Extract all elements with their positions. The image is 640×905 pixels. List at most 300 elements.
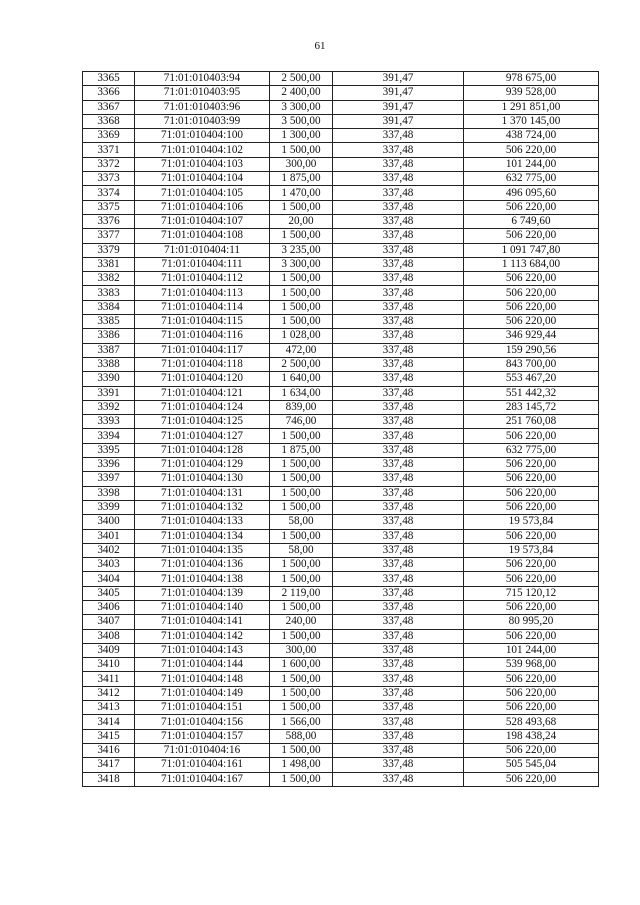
specific-value-cell: 337,48 bbox=[333, 686, 464, 700]
row-number-cell: 3375 bbox=[83, 200, 135, 214]
row-number-cell: 3416 bbox=[83, 743, 135, 757]
area-cell: 58,00 bbox=[270, 543, 333, 557]
area-cell: 1 500,00 bbox=[270, 772, 333, 786]
table-row bbox=[83, 100, 599, 114]
cadastral-value-cell: 506 220,00 bbox=[464, 229, 599, 243]
specific-value-cell: 337,48 bbox=[333, 515, 464, 529]
specific-value-cell: 337,48 bbox=[333, 615, 464, 629]
row-number-cell: 3365 bbox=[83, 72, 135, 86]
area-cell: 1 500,00 bbox=[270, 315, 333, 329]
cadastral-value-cell: 496 095,60 bbox=[464, 186, 599, 200]
specific-value-cell: 337,48 bbox=[333, 300, 464, 314]
cadastral-value-cell: 1 370 145,00 bbox=[464, 114, 599, 128]
specific-value-cell: 337,48 bbox=[333, 529, 464, 543]
specific-value-cell: 337,48 bbox=[333, 701, 464, 715]
area-cell: 1 640,00 bbox=[270, 372, 333, 386]
row-number-cell: 3377 bbox=[83, 229, 135, 243]
table-row bbox=[83, 743, 599, 757]
area-cell: 1 566,00 bbox=[270, 715, 333, 729]
area-cell: 1 500,00 bbox=[270, 486, 333, 500]
table-row bbox=[83, 143, 599, 157]
cadastral-value-cell: 505 545,04 bbox=[464, 758, 599, 772]
cadastral-number-cell: 71:01:010404:133 bbox=[135, 515, 270, 529]
cadastral-value-cell: 346 929,44 bbox=[464, 329, 599, 343]
cadastral-number-cell: 71:01:010404:130 bbox=[135, 472, 270, 486]
table-row bbox=[83, 429, 599, 443]
cadastral-number-cell: 71:01:010404:144 bbox=[135, 658, 270, 672]
row-number-cell: 3367 bbox=[83, 100, 135, 114]
row-number-cell: 3411 bbox=[83, 672, 135, 686]
table-row bbox=[83, 629, 599, 643]
cadastral-value-cell: 506 220,00 bbox=[464, 672, 599, 686]
row-number-cell: 3400 bbox=[83, 515, 135, 529]
specific-value-cell: 337,48 bbox=[333, 386, 464, 400]
cadastral-number-cell: 71:01:010404:116 bbox=[135, 329, 270, 343]
cadastral-value-cell: 506 220,00 bbox=[464, 629, 599, 643]
cadastral-value-cell: 506 220,00 bbox=[464, 600, 599, 614]
cadastral-number-cell: 71:01:010404:138 bbox=[135, 572, 270, 586]
row-number-cell: 3390 bbox=[83, 372, 135, 386]
table-row bbox=[83, 543, 599, 557]
cadastral-number-cell: 71:01:010404:114 bbox=[135, 300, 270, 314]
area-cell: 20,00 bbox=[270, 214, 333, 228]
area-cell: 1 500,00 bbox=[270, 300, 333, 314]
cadastral-number-cell: 71:01:010404:16 bbox=[135, 743, 270, 757]
table-row bbox=[83, 214, 599, 228]
row-number-cell: 3403 bbox=[83, 558, 135, 572]
specific-value-cell: 337,48 bbox=[333, 400, 464, 414]
cadastral-value-cell: 978 675,00 bbox=[464, 72, 599, 86]
row-number-cell: 3381 bbox=[83, 257, 135, 271]
area-cell: 1 498,00 bbox=[270, 758, 333, 772]
specific-value-cell: 337,48 bbox=[333, 200, 464, 214]
specific-value-cell: 337,48 bbox=[333, 415, 464, 429]
table-row bbox=[83, 572, 599, 586]
cadastral-value-cell: 506 220,00 bbox=[464, 300, 599, 314]
area-cell: 1 500,00 bbox=[270, 558, 333, 572]
table-row bbox=[83, 72, 599, 86]
row-number-cell: 3373 bbox=[83, 172, 135, 186]
cadastral-value-cell: 1 291 851,00 bbox=[464, 100, 599, 114]
specific-value-cell: 337,48 bbox=[333, 586, 464, 600]
cadastral-value-cell: 506 220,00 bbox=[464, 500, 599, 514]
row-number-cell: 3393 bbox=[83, 415, 135, 429]
cadastral-number-cell: 71:01:010404:125 bbox=[135, 415, 270, 429]
area-cell: 472,00 bbox=[270, 343, 333, 357]
cadastral-number-cell: 71:01:010403:96 bbox=[135, 100, 270, 114]
specific-value-cell: 337,48 bbox=[333, 243, 464, 257]
specific-value-cell: 337,48 bbox=[333, 443, 464, 457]
specific-value-cell: 337,48 bbox=[333, 172, 464, 186]
cadastral-number-cell: 71:01:010404:132 bbox=[135, 500, 270, 514]
cadastral-value-cell: 506 220,00 bbox=[464, 486, 599, 500]
specific-value-cell: 337,48 bbox=[333, 629, 464, 643]
area-cell: 1 300,00 bbox=[270, 129, 333, 143]
cadastral-number-cell: 71:01:010404:111 bbox=[135, 257, 270, 271]
cadastral-value-cell: 506 220,00 bbox=[464, 472, 599, 486]
area-cell: 1 500,00 bbox=[270, 286, 333, 300]
cadastral-value-cell: 528 493,68 bbox=[464, 715, 599, 729]
row-number-cell: 3410 bbox=[83, 658, 135, 672]
cadastral-value-cell: 506 220,00 bbox=[464, 529, 599, 543]
cadastral-value-cell: 632 775,00 bbox=[464, 443, 599, 457]
cadastral-value-cell: 506 220,00 bbox=[464, 743, 599, 757]
cadastral-number-cell: 71:01:010404:11 bbox=[135, 243, 270, 257]
cadastral-value-cell: 19 573,84 bbox=[464, 543, 599, 557]
row-number-cell: 3394 bbox=[83, 429, 135, 443]
table-row bbox=[83, 701, 599, 715]
specific-value-cell: 337,48 bbox=[333, 658, 464, 672]
area-cell: 1 500,00 bbox=[270, 500, 333, 514]
cadastral-number-cell: 71:01:010404:113 bbox=[135, 286, 270, 300]
specific-value-cell: 337,48 bbox=[333, 143, 464, 157]
area-cell: 58,00 bbox=[270, 515, 333, 529]
cadastral-number-cell: 71:01:010404:108 bbox=[135, 229, 270, 243]
cadastral-number-cell: 71:01:010404:102 bbox=[135, 143, 270, 157]
specific-value-cell: 337,48 bbox=[333, 472, 464, 486]
specific-value-cell: 391,47 bbox=[333, 86, 464, 100]
cadastral-number-cell: 71:01:010404:131 bbox=[135, 486, 270, 500]
cadastral-value-cell: 251 760,08 bbox=[464, 415, 599, 429]
row-number-cell: 3372 bbox=[83, 157, 135, 171]
row-number-cell: 3418 bbox=[83, 772, 135, 786]
specific-value-cell: 337,48 bbox=[333, 600, 464, 614]
table-row bbox=[83, 172, 599, 186]
table-row bbox=[83, 372, 599, 386]
table-row bbox=[83, 257, 599, 271]
cadastral-value-cell: 551 442,32 bbox=[464, 386, 599, 400]
table-row bbox=[83, 486, 599, 500]
area-cell: 3 235,00 bbox=[270, 243, 333, 257]
area-cell: 1 600,00 bbox=[270, 658, 333, 672]
specific-value-cell: 337,48 bbox=[333, 343, 464, 357]
table-row bbox=[83, 229, 599, 243]
row-number-cell: 3401 bbox=[83, 529, 135, 543]
area-cell: 1 500,00 bbox=[270, 529, 333, 543]
row-number-cell: 3391 bbox=[83, 386, 135, 400]
specific-value-cell: 337,48 bbox=[333, 286, 464, 300]
cadastral-number-cell: 71:01:010403:99 bbox=[135, 114, 270, 128]
row-number-cell: 3395 bbox=[83, 443, 135, 457]
land-plot-table bbox=[82, 71, 599, 787]
area-cell: 1 470,00 bbox=[270, 186, 333, 200]
table-row bbox=[83, 772, 599, 786]
specific-value-cell: 337,48 bbox=[333, 558, 464, 572]
table-row bbox=[83, 272, 599, 286]
area-cell: 2 400,00 bbox=[270, 86, 333, 100]
cadastral-value-cell: 553 467,20 bbox=[464, 372, 599, 386]
specific-value-cell: 337,48 bbox=[333, 315, 464, 329]
cadastral-number-cell: 71:01:010404:161 bbox=[135, 758, 270, 772]
area-cell: 3 500,00 bbox=[270, 114, 333, 128]
cadastral-value-cell: 506 220,00 bbox=[464, 458, 599, 472]
row-number-cell: 3392 bbox=[83, 400, 135, 414]
cadastral-number-cell: 71:01:010404:103 bbox=[135, 157, 270, 171]
area-cell: 746,00 bbox=[270, 415, 333, 429]
area-cell: 1 028,00 bbox=[270, 329, 333, 343]
page-number: 61 bbox=[314, 40, 326, 52]
row-number-cell: 3384 bbox=[83, 300, 135, 314]
cadastral-value-cell: 632 775,00 bbox=[464, 172, 599, 186]
table-row bbox=[83, 343, 599, 357]
row-number-cell: 3383 bbox=[83, 286, 135, 300]
row-number-cell: 3397 bbox=[83, 472, 135, 486]
area-cell: 1 500,00 bbox=[270, 572, 333, 586]
area-cell: 300,00 bbox=[270, 157, 333, 171]
cadastral-value-cell: 1 113 684,00 bbox=[464, 257, 599, 271]
cadastral-number-cell: 71:01:010404:167 bbox=[135, 772, 270, 786]
area-cell: 1 500,00 bbox=[270, 672, 333, 686]
table-row bbox=[83, 186, 599, 200]
cadastral-value-cell: 6 749,60 bbox=[464, 214, 599, 228]
row-number-cell: 3396 bbox=[83, 458, 135, 472]
row-number-cell: 3415 bbox=[83, 729, 135, 743]
cadastral-value-cell: 539 968,00 bbox=[464, 658, 599, 672]
cadastral-value-cell: 198 438,24 bbox=[464, 729, 599, 743]
row-number-cell: 3379 bbox=[83, 243, 135, 257]
area-cell: 2 500,00 bbox=[270, 357, 333, 371]
area-cell: 588,00 bbox=[270, 729, 333, 743]
cadastral-number-cell: 71:01:010404:141 bbox=[135, 615, 270, 629]
specific-value-cell: 337,48 bbox=[333, 329, 464, 343]
cadastral-number-cell: 71:01:010404:121 bbox=[135, 386, 270, 400]
row-number-cell: 3398 bbox=[83, 486, 135, 500]
cadastral-number-cell: 71:01:010404:115 bbox=[135, 315, 270, 329]
cadastral-value-cell: 506 220,00 bbox=[464, 200, 599, 214]
table-row bbox=[83, 658, 599, 672]
row-number-cell: 3412 bbox=[83, 686, 135, 700]
area-cell: 3 300,00 bbox=[270, 257, 333, 271]
table-row bbox=[83, 415, 599, 429]
specific-value-cell: 391,47 bbox=[333, 114, 464, 128]
table-row bbox=[83, 686, 599, 700]
row-number-cell: 3374 bbox=[83, 186, 135, 200]
cadastral-number-cell: 71:01:010404:107 bbox=[135, 214, 270, 228]
row-number-cell: 3414 bbox=[83, 715, 135, 729]
row-number-cell: 3382 bbox=[83, 272, 135, 286]
area-cell: 2 119,00 bbox=[270, 586, 333, 600]
specific-value-cell: 337,48 bbox=[333, 643, 464, 657]
table-row bbox=[83, 672, 599, 686]
area-cell: 240,00 bbox=[270, 615, 333, 629]
row-number-cell: 3402 bbox=[83, 543, 135, 557]
specific-value-cell: 337,48 bbox=[333, 272, 464, 286]
area-cell: 1 500,00 bbox=[270, 200, 333, 214]
table-row bbox=[83, 357, 599, 371]
cadastral-number-cell: 71:01:010403:95 bbox=[135, 86, 270, 100]
cadastral-number-cell: 71:01:010404:117 bbox=[135, 343, 270, 357]
cadastral-value-cell: 506 220,00 bbox=[464, 286, 599, 300]
area-cell: 1 500,00 bbox=[270, 701, 333, 715]
table-row bbox=[83, 114, 599, 128]
cadastral-number-cell: 71:01:010404:140 bbox=[135, 600, 270, 614]
cadastral-number-cell: 71:01:010404:156 bbox=[135, 715, 270, 729]
table-row bbox=[83, 315, 599, 329]
row-number-cell: 3387 bbox=[83, 343, 135, 357]
table-row bbox=[83, 586, 599, 600]
cadastral-number-cell: 71:01:010404:157 bbox=[135, 729, 270, 743]
table-body bbox=[83, 72, 599, 787]
table-row bbox=[83, 400, 599, 414]
row-number-cell: 3404 bbox=[83, 572, 135, 586]
row-number-cell: 3388 bbox=[83, 357, 135, 371]
area-cell: 2 500,00 bbox=[270, 72, 333, 86]
cadastral-value-cell: 1 091 747,80 bbox=[464, 243, 599, 257]
row-number-cell: 3386 bbox=[83, 329, 135, 343]
specific-value-cell: 337,48 bbox=[333, 229, 464, 243]
table-row bbox=[83, 643, 599, 657]
specific-value-cell: 337,48 bbox=[333, 372, 464, 386]
cadastral-value-cell: 506 220,00 bbox=[464, 701, 599, 715]
cadastral-number-cell: 71:01:010404:120 bbox=[135, 372, 270, 386]
cadastral-value-cell: 506 220,00 bbox=[464, 558, 599, 572]
cadastral-number-cell: 71:01:010404:129 bbox=[135, 458, 270, 472]
cadastral-number-cell: 71:01:010404:135 bbox=[135, 543, 270, 557]
specific-value-cell: 337,48 bbox=[333, 572, 464, 586]
cadastral-number-cell: 71:01:010404:104 bbox=[135, 172, 270, 186]
area-cell: 1 500,00 bbox=[270, 600, 333, 614]
specific-value-cell: 337,48 bbox=[333, 257, 464, 271]
cadastral-value-cell: 159 290,56 bbox=[464, 343, 599, 357]
cadastral-value-cell: 101 244,00 bbox=[464, 643, 599, 657]
cadastral-number-cell: 71:01:010404:124 bbox=[135, 400, 270, 414]
table-row bbox=[83, 386, 599, 400]
row-number-cell: 3399 bbox=[83, 500, 135, 514]
specific-value-cell: 391,47 bbox=[333, 100, 464, 114]
cadastral-number-cell: 71:01:010404:105 bbox=[135, 186, 270, 200]
cadastral-number-cell: 71:01:010404:128 bbox=[135, 443, 270, 457]
area-cell: 1 875,00 bbox=[270, 172, 333, 186]
area-cell: 1 875,00 bbox=[270, 443, 333, 457]
specific-value-cell: 337,48 bbox=[333, 729, 464, 743]
specific-value-cell: 337,48 bbox=[333, 214, 464, 228]
cadastral-number-cell: 71:01:010404:106 bbox=[135, 200, 270, 214]
row-number-cell: 3376 bbox=[83, 214, 135, 228]
table-row bbox=[83, 157, 599, 171]
specific-value-cell: 337,48 bbox=[333, 500, 464, 514]
cadastral-value-cell: 506 220,00 bbox=[464, 572, 599, 586]
cadastral-number-cell: 71:01:010404:143 bbox=[135, 643, 270, 657]
row-number-cell: 3369 bbox=[83, 129, 135, 143]
area-cell: 1 500,00 bbox=[270, 686, 333, 700]
table-row bbox=[83, 615, 599, 629]
cadastral-value-cell: 506 220,00 bbox=[464, 143, 599, 157]
cadastral-value-cell: 506 220,00 bbox=[464, 772, 599, 786]
table-row bbox=[83, 243, 599, 257]
specific-value-cell: 337,48 bbox=[333, 743, 464, 757]
table-row bbox=[83, 458, 599, 472]
cadastral-number-cell: 71:01:010404:142 bbox=[135, 629, 270, 643]
cadastral-number-cell: 71:01:010404:151 bbox=[135, 701, 270, 715]
cadastral-value-cell: 939 528,00 bbox=[464, 86, 599, 100]
area-cell: 1 500,00 bbox=[270, 743, 333, 757]
specific-value-cell: 337,48 bbox=[333, 543, 464, 557]
cadastral-value-cell: 506 220,00 bbox=[464, 272, 599, 286]
cadastral-number-cell: 71:01:010404:134 bbox=[135, 529, 270, 543]
area-cell: 1 634,00 bbox=[270, 386, 333, 400]
cadastral-number-cell: 71:01:010404:148 bbox=[135, 672, 270, 686]
area-cell: 1 500,00 bbox=[270, 429, 333, 443]
cadastral-value-cell: 101 244,00 bbox=[464, 157, 599, 171]
cadastral-value-cell: 506 220,00 bbox=[464, 429, 599, 443]
area-cell: 1 500,00 bbox=[270, 458, 333, 472]
specific-value-cell: 337,48 bbox=[333, 157, 464, 171]
cadastral-value-cell: 843 700,00 bbox=[464, 357, 599, 371]
area-cell: 839,00 bbox=[270, 400, 333, 414]
area-cell: 1 500,00 bbox=[270, 472, 333, 486]
cadastral-number-cell: 71:01:010404:100 bbox=[135, 129, 270, 143]
area-cell: 300,00 bbox=[270, 643, 333, 657]
area-cell: 3 300,00 bbox=[270, 100, 333, 114]
specific-value-cell: 391,47 bbox=[333, 72, 464, 86]
table-row bbox=[83, 329, 599, 343]
specific-value-cell: 337,48 bbox=[333, 772, 464, 786]
cadastral-value-cell: 506 220,00 bbox=[464, 315, 599, 329]
table-row bbox=[83, 600, 599, 614]
row-number-cell: 3409 bbox=[83, 643, 135, 657]
row-number-cell: 3371 bbox=[83, 143, 135, 157]
cadastral-number-cell: 71:01:010404:149 bbox=[135, 686, 270, 700]
row-number-cell: 3368 bbox=[83, 114, 135, 128]
cadastral-value-cell: 19 573,84 bbox=[464, 515, 599, 529]
row-number-cell: 3407 bbox=[83, 615, 135, 629]
row-number-cell: 3385 bbox=[83, 315, 135, 329]
cadastral-number-cell: 71:01:010404:127 bbox=[135, 429, 270, 443]
table-row bbox=[83, 300, 599, 314]
table-row bbox=[83, 443, 599, 457]
row-number-cell: 3417 bbox=[83, 758, 135, 772]
cadastral-number-cell: 71:01:010404:118 bbox=[135, 357, 270, 371]
table-row bbox=[83, 558, 599, 572]
specific-value-cell: 337,48 bbox=[333, 486, 464, 500]
cadastral-number-cell: 71:01:010404:112 bbox=[135, 272, 270, 286]
row-number-cell: 3406 bbox=[83, 600, 135, 614]
area-cell: 1 500,00 bbox=[270, 143, 333, 157]
row-number-cell: 3408 bbox=[83, 629, 135, 643]
specific-value-cell: 337,48 bbox=[333, 458, 464, 472]
cadastral-value-cell: 715 120,12 bbox=[464, 586, 599, 600]
table-row bbox=[83, 500, 599, 514]
specific-value-cell: 337,48 bbox=[333, 715, 464, 729]
row-number-cell: 3405 bbox=[83, 586, 135, 600]
cadastral-value-cell: 438 724,00 bbox=[464, 129, 599, 143]
table-row bbox=[83, 529, 599, 543]
table-row bbox=[83, 729, 599, 743]
row-number-cell: 3366 bbox=[83, 86, 135, 100]
specific-value-cell: 337,48 bbox=[333, 758, 464, 772]
cadastral-value-cell: 80 995,20 bbox=[464, 615, 599, 629]
area-cell: 1 500,00 bbox=[270, 272, 333, 286]
cadastral-value-cell: 506 220,00 bbox=[464, 686, 599, 700]
table-row bbox=[83, 715, 599, 729]
specific-value-cell: 337,48 bbox=[333, 357, 464, 371]
cadastral-number-cell: 71:01:010404:139 bbox=[135, 586, 270, 600]
specific-value-cell: 337,48 bbox=[333, 129, 464, 143]
cadastral-value-cell: 283 145,72 bbox=[464, 400, 599, 414]
specific-value-cell: 337,48 bbox=[333, 672, 464, 686]
specific-value-cell: 337,48 bbox=[333, 186, 464, 200]
cadastral-number-cell: 71:01:010403:94 bbox=[135, 72, 270, 86]
table-row bbox=[83, 758, 599, 772]
table-row bbox=[83, 472, 599, 486]
table-row bbox=[83, 129, 599, 143]
specific-value-cell: 337,48 bbox=[333, 429, 464, 443]
table-row bbox=[83, 515, 599, 529]
table-row bbox=[83, 286, 599, 300]
area-cell: 1 500,00 bbox=[270, 229, 333, 243]
table-row bbox=[83, 86, 599, 100]
cadastral-number-cell: 71:01:010404:136 bbox=[135, 558, 270, 572]
